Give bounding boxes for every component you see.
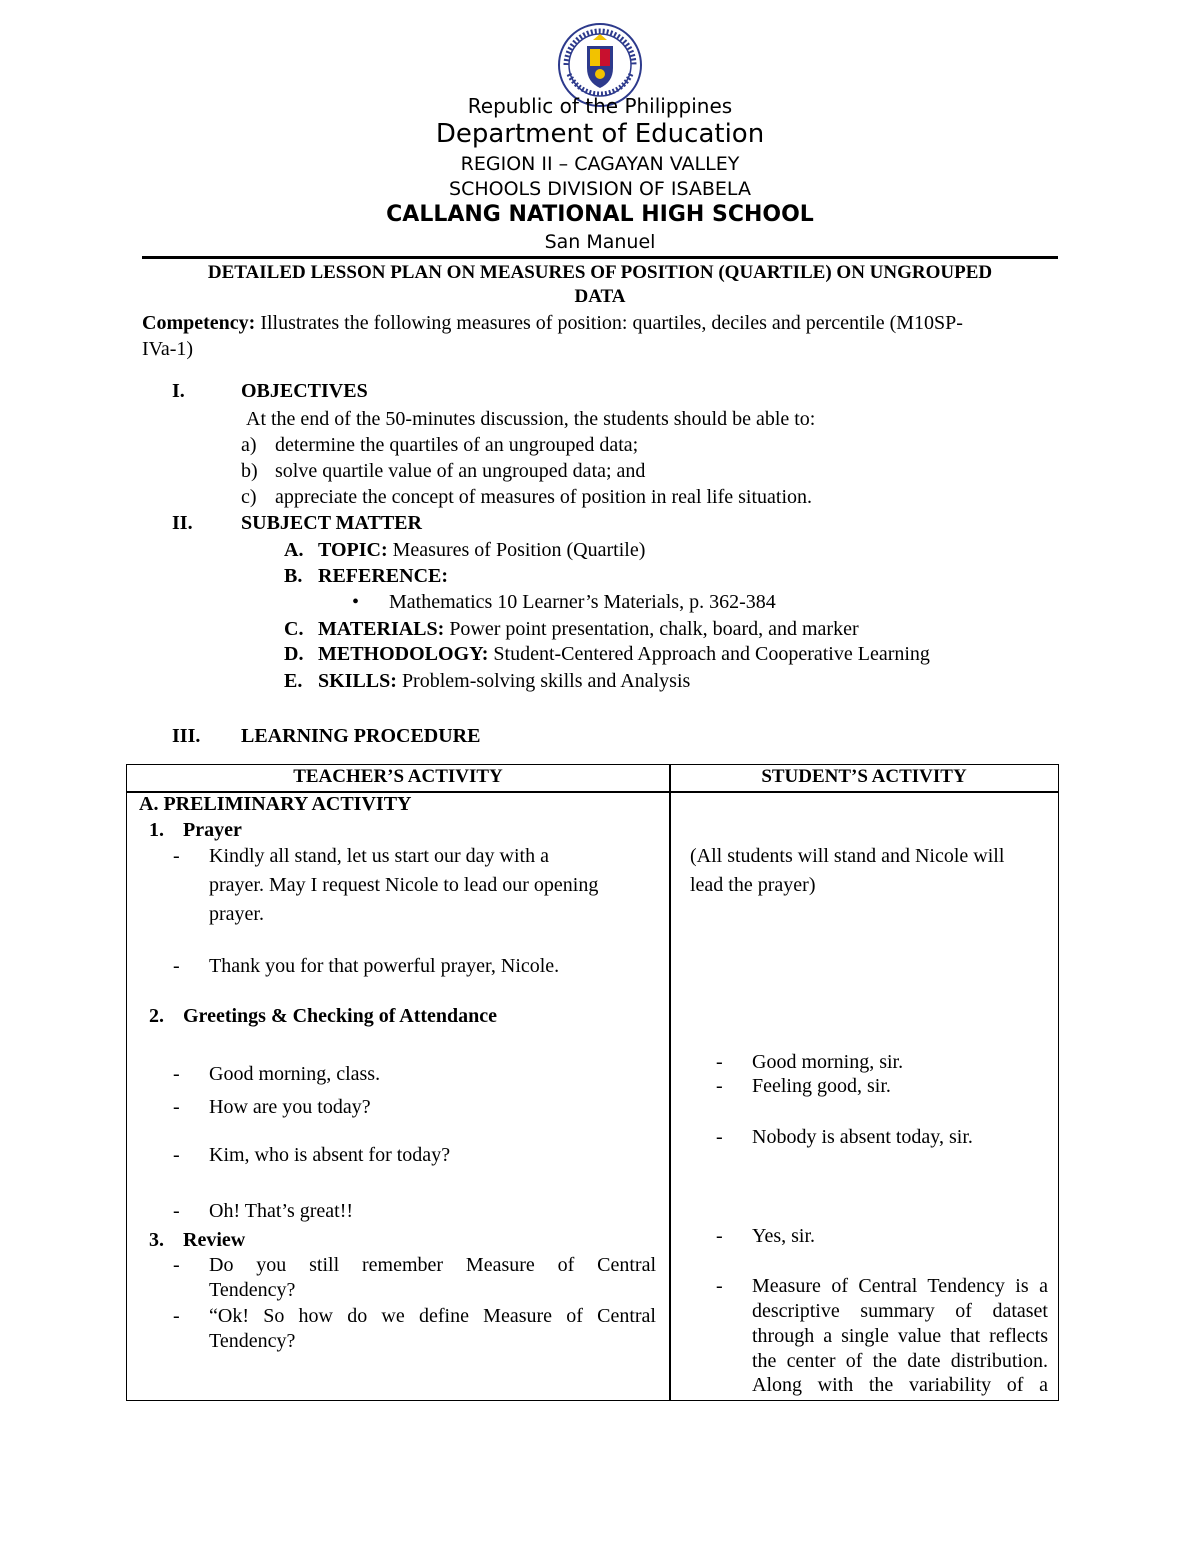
skills-label: SKILLS: xyxy=(318,670,397,692)
competency-text: Illustrates the following measures of position: quartiles, deciles and percentile (M10SP- xyxy=(260,312,963,334)
methodology-text: Student-Centered Approach and Cooperative Learning xyxy=(493,643,930,665)
materials-label: MATERIALS: xyxy=(318,618,445,640)
dash: - xyxy=(716,1275,723,1297)
teacher-prayer-line2: prayer. May I request Nicole to lead our opening xyxy=(209,874,599,896)
topic xyxy=(318,539,645,562)
teacher-prayer-thanks: Thank you for that powerful prayer, Nicole. xyxy=(209,955,560,977)
dash: - xyxy=(716,1051,723,1073)
student-review-answer-line2: descriptive summary of dataset xyxy=(752,1300,1048,1322)
division-name: SCHOOLS DIVISION OF ISABELA xyxy=(449,178,751,200)
dash: - xyxy=(173,845,180,867)
dash: - xyxy=(173,955,180,977)
lesson-title-line2: DATA xyxy=(574,286,626,307)
teacher-prayer-line1: Kindly all stand, let us start our day with a xyxy=(209,845,549,867)
teacher-attendance: Kim, who is absent for today? xyxy=(209,1144,451,1166)
teacher-review-q2-line2: Tendency? xyxy=(209,1330,296,1352)
objectives-intro: At the end of the 50-minutes discussion, the students should be able to: xyxy=(246,408,816,430)
subject-matter-heading: SUBJECT MATTER xyxy=(241,512,422,534)
objective-c: appreciate the concept of measures of position in real life situation. xyxy=(275,486,813,508)
teacher-great: Oh! That’s great!! xyxy=(209,1200,354,1222)
dash: - xyxy=(173,1063,180,1085)
teacher-activity-header: TEACHER’S ACTIVITY xyxy=(293,766,503,787)
student-review-answer-line1: Measure of Central Tendency is a xyxy=(752,1275,1048,1297)
skills-text: Problem-solving skills and Analysis xyxy=(401,670,691,692)
teacher-review-q1-line1: Do you still remember Measure of Central xyxy=(209,1254,656,1276)
methodology xyxy=(318,643,930,666)
objective-letter-c: c) xyxy=(241,486,257,508)
greetings-heading: Greetings & Checking of Attendance xyxy=(183,1005,498,1027)
teacher-review-q2-line1: “Ok! So how do we define Measure of Central xyxy=(209,1305,656,1327)
lesson-title-line1: DETAILED LESSON PLAN ON MEASURES OF POSITION (QUARTILE) ON UNGROUPED xyxy=(207,262,993,283)
town-name: San Manuel xyxy=(544,231,656,253)
skills xyxy=(318,670,690,693)
department-name: Department of Education xyxy=(435,119,765,149)
objective-a: determine the quartiles of an ungrouped data; xyxy=(275,434,639,456)
student-review-answer-line4: the center of the date distribution. xyxy=(752,1350,1048,1372)
region-name: REGION II – CAGAYAN VALLEY xyxy=(460,153,740,175)
reference-item: Mathematics 10 Learner’s Materials, p. 362-384 xyxy=(389,591,776,613)
objective-letter-b: b) xyxy=(241,460,258,482)
dash: - xyxy=(716,1126,723,1148)
student-review-answer-line3: through a single value that reflects xyxy=(752,1325,1048,1347)
student-greeting: Good morning, sir. xyxy=(752,1051,904,1073)
competency-label: Competency: xyxy=(142,312,256,334)
country-name: Republic of the Philippines xyxy=(467,94,733,118)
student-feeling: Feeling good, sir. xyxy=(752,1075,891,1097)
competency-text-continued: IVa-1) xyxy=(142,338,194,360)
student-prayer-line1: (All students will stand and Nicole will xyxy=(690,845,1005,867)
section-a-heading: A. PRELIMINARY ACTIVITY xyxy=(139,793,412,815)
student-review-yes: Yes, sir. xyxy=(752,1225,815,1247)
bullet-icon: • xyxy=(352,591,360,613)
objectives-heading: OBJECTIVES xyxy=(241,380,368,402)
prayer-number: 1. xyxy=(149,819,164,841)
skills-letter: E. xyxy=(284,670,303,692)
student-activity-header: STUDENT’S ACTIVITY xyxy=(761,766,967,787)
dash: - xyxy=(173,1144,180,1166)
header-divider xyxy=(142,256,1058,259)
dash: - xyxy=(716,1225,723,1247)
table-column-divider xyxy=(669,765,671,1400)
methodology-label: METHODOLOGY: xyxy=(318,643,489,665)
reference-letter: B. xyxy=(284,565,303,587)
materials-letter: C. xyxy=(284,618,304,640)
competency xyxy=(142,312,963,335)
student-prayer-line2: lead the prayer) xyxy=(690,874,816,896)
objectives-number: I. xyxy=(172,380,185,402)
reference-label: REFERENCE: xyxy=(318,565,449,587)
review-heading: Review xyxy=(183,1229,246,1251)
prayer-heading: Prayer xyxy=(183,819,242,841)
topic-label: TOPIC: xyxy=(318,539,388,561)
materials-text: Power point presentation, chalk, board, and marker xyxy=(449,618,859,640)
dash: - xyxy=(716,1075,723,1097)
teacher-prayer-line3: prayer. xyxy=(209,903,264,925)
objective-b: solve quartile value of an ungrouped data; and xyxy=(275,460,646,482)
teacher-greeting: Good morning, class. xyxy=(209,1063,381,1085)
review-number: 3. xyxy=(149,1229,164,1251)
dash: - xyxy=(173,1305,180,1327)
dash: - xyxy=(173,1096,180,1118)
greetings-number: 2. xyxy=(149,1005,164,1027)
student-review-answer-line5: Along with the variability of a xyxy=(752,1374,1048,1396)
methodology-letter: D. xyxy=(284,643,304,665)
topic-letter: A. xyxy=(284,539,304,561)
procedure-number: III. xyxy=(172,725,201,747)
teacher-how-are-you: How are you today? xyxy=(209,1096,371,1118)
objective-letter-a: a) xyxy=(241,434,257,456)
subject-matter-number: II. xyxy=(172,512,193,534)
school-name: CALLANG NATIONAL HIGH SCHOOL xyxy=(386,202,814,227)
materials xyxy=(318,618,859,641)
dash: - xyxy=(173,1254,180,1276)
activity-table xyxy=(126,764,1059,1401)
student-attendance: Nobody is absent today, sir. xyxy=(752,1126,973,1148)
teacher-review-q1-line2: Tendency? xyxy=(209,1279,296,1301)
procedure-heading: LEARNING PROCEDURE xyxy=(241,725,481,747)
topic-text: Measures of Position (Quartile) xyxy=(392,539,646,561)
dash: - xyxy=(173,1200,180,1222)
